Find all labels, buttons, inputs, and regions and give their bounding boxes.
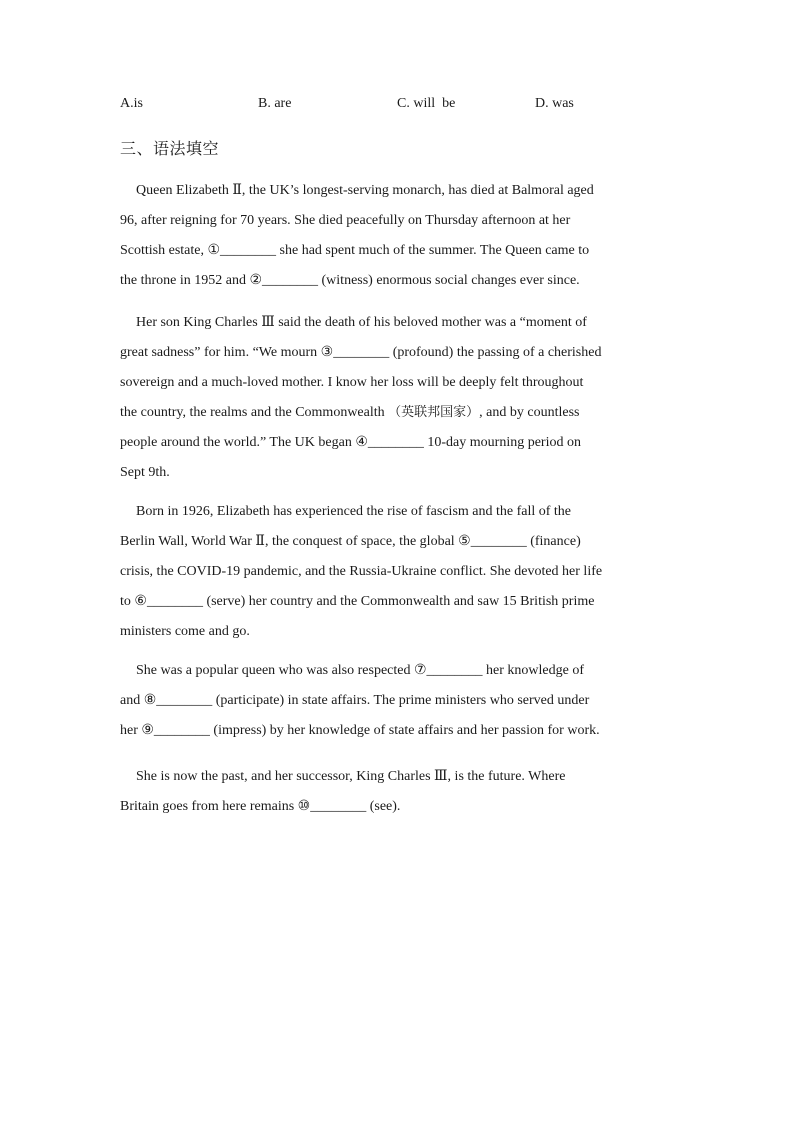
line-text: the country, the realms and the Commonwealth [120,405,385,420]
paragraph-line: sovereign and a much-loved mother. I know her loss will be deeply felt throughout [120,375,584,390]
paragraph-5 [120,762,672,822]
line-tail: , and by countless [479,405,580,420]
paragraph-line: 96, after reigning for 70 years. She died peacefully on Thursday afternoon at her [120,213,571,228]
paragraph-line: Her son King Charles Ⅲ said the death of his beloved mother was a “moment of [136,315,587,330]
paragraph-line: Sept 9th. [120,465,170,480]
paragraph-line: Queen Elizabeth Ⅱ, the UK’s longest-serving monarch, has died at Balmoral aged [136,183,594,198]
paragraph-line: She is now the past, and her successor, King Charles Ⅲ, is the future. Where [136,769,566,784]
paragraph-2 [120,308,672,488]
paragraph-line: people around the world.” The UK began ④________ 10-day mourning period on [120,435,581,450]
paragraph-line: her ⑨________ (impress) by her knowledge of state affairs and her passion for work. [120,723,600,738]
paragraph-line: She was a popular queen who was also respected ⑦________ her knowledge of [136,663,584,678]
paragraph-line: the throne in 1952 and ②________ (witness) enormous social changes ever since. [120,273,580,288]
paragraph-line: Berlin Wall, World War Ⅱ, the conquest of space, the global ⑤________ (finance) [120,534,581,549]
paragraph-1 [120,176,672,296]
option-b: B. are [258,96,292,111]
paragraph-line-with-note [120,398,672,428]
paragraph-line: great sadness” for him. “We mourn ③________ (profound) the passing of a cherished [120,345,602,360]
option-d: D. was [535,96,574,111]
option-a: A.is [120,96,143,111]
paragraph-line: and ⑧________ (participate) in state affairs. The prime ministers who served under [120,693,590,708]
option-c: C. will be [397,96,456,111]
paragraph-line: ministers come and go. [120,624,250,639]
paragraph-line: to ⑥________ (serve) her country and the Commonwealth and saw 15 British prime [120,594,595,609]
paragraph-3 [120,497,672,647]
chinese-note: （英联邦国家） [388,405,480,420]
paragraph-4 [120,656,672,746]
paragraph-line: Born in 1926, Elizabeth has experienced the rise of fascism and the fall of the [136,504,572,519]
paragraph-line: Scottish estate, ①________ she had spent much of the summer. The Queen came to [120,243,590,258]
paragraph-line: Britain goes from here remains ⑩________ (see). [120,799,401,814]
paragraph-line: crisis, the COVID-19 pandemic, and the Russia-Ukraine conflict. She devoted her life [120,564,603,579]
section-heading: 三、语法填空 [120,139,220,158]
answer-options [120,96,680,116]
